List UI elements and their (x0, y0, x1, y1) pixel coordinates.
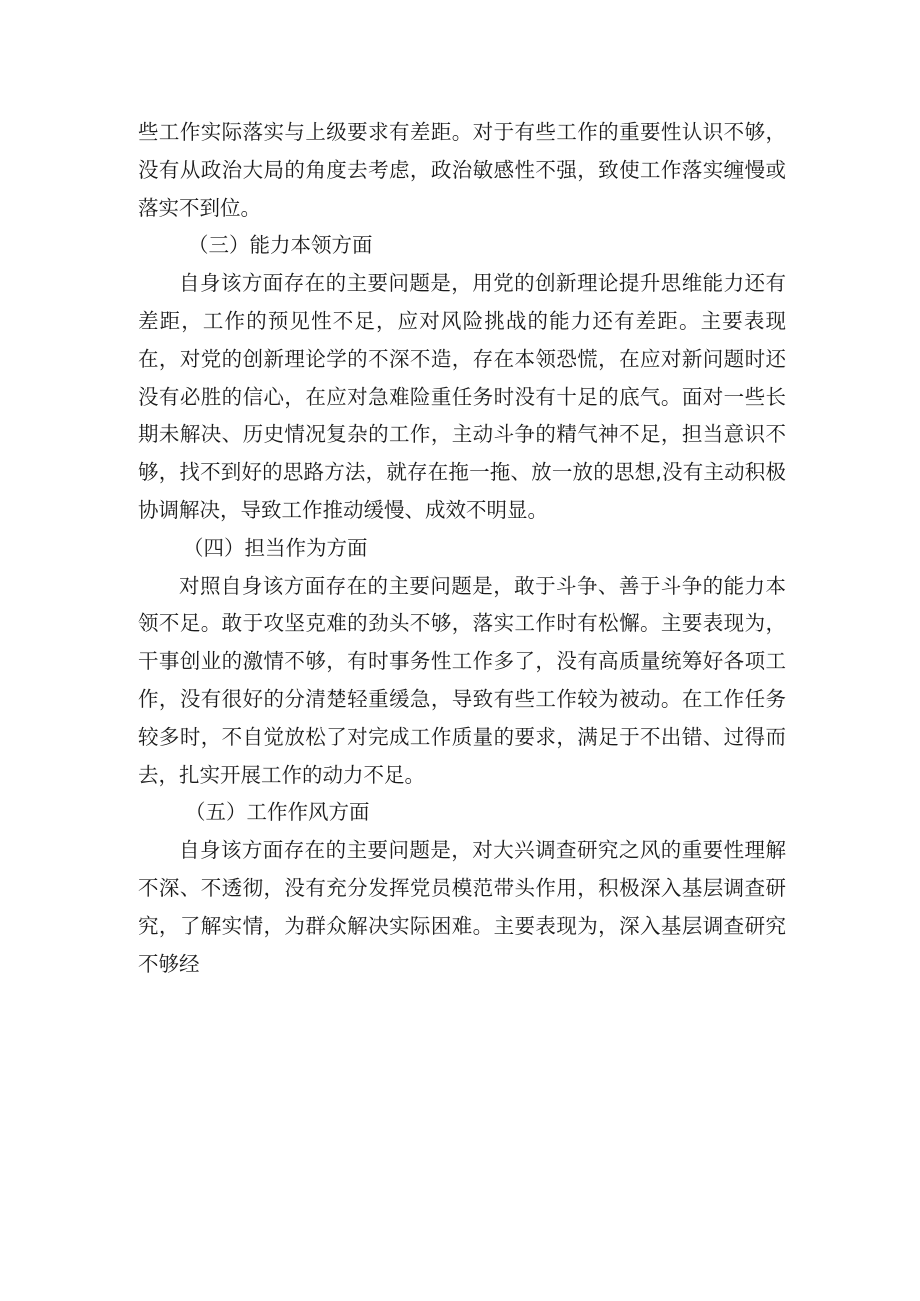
section-heading-ability: （三）能力本领方面 (188, 233, 373, 258)
document-body (138, 114, 786, 983)
intro-paragraph: 些工作实际落实与上级要求有差距。对于有些工作的重要性认识不够，没有从政治大局的角度去考虑，政治敏感性不强，致使工作落实缠慢或落实不到位。 (138, 120, 786, 220)
section-body-work-style: 自身该方面存在的主要问题是，对大兴调查研究之风的重要性理解不深、不透彻，没有充分发挥党员模范带头作用，积极深入基层调查研究，了解实情，为群众解决实际困难。主要表现为，深入基层调查研究不够经 (138, 838, 786, 976)
section-body-responsibility: 对照自身该方面存在的主要问题是，敢于斗争、善于斗争的能力本领不足。敢于攻坚克难的劲头不够，落实工作时有松懈。主要表现为，干事创业的激情不够，有时事务性工作多了，没有高质量统筹好各项工作，没有很好的分清楚轻重缓急，导致有些工作较为被动。在工作任务较多时，不自觉放松了对完成工作质量的要求，满足于不出错、过得而去，扎实开展工作的动力不足。 (138, 573, 786, 787)
section-heading-work-style: （五）工作作风方面 (185, 800, 370, 825)
section-heading-responsibility: （四）担当作为方面 (183, 535, 368, 560)
section-body-ability: 自身该方面存在的主要问题是，用党的创新理论提升思维能力还有差距，工作的预见性不足，应对风险挑战的能力还有差距。主要表现在，对党的创新理论学的不深不造，存在本领恐慌，在应对新问题时还没有必胜的信心，在应对急难险重任务时没有十足的底气。面对一些长期未解决、历史情况复杂的工作，主动斗争的精气神不足，担当意识不够，找不到好的思路方法，就存在拖一拖、放一放的思想,没有主动积极协调解决，导致工作推动缓慢、成效不明显。 (138, 271, 786, 522)
